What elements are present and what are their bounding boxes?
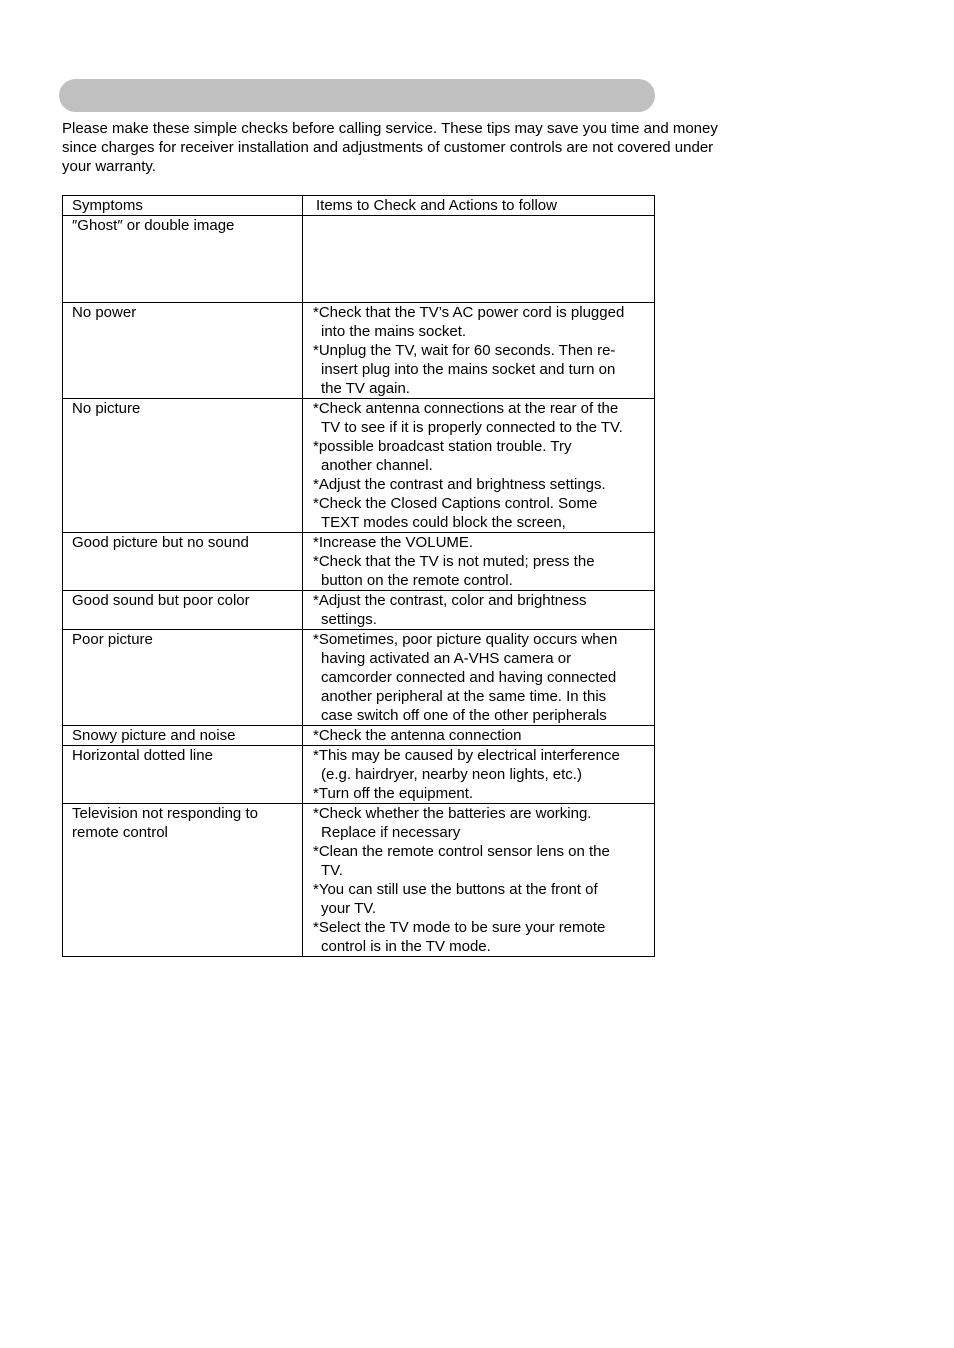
action-line: *Adjust the contrast and brightness settings. <box>313 476 606 493</box>
symptom-text: Poor picture <box>72 631 153 648</box>
symptom-cell <box>63 591 303 630</box>
table-row <box>63 726 655 746</box>
symptom-text: No picture <box>72 400 141 417</box>
symptom-text: ″Ghost″ or double image <box>72 217 235 234</box>
action-line: TV. <box>321 862 343 879</box>
action-line: settings. <box>321 611 377 628</box>
table-row <box>63 216 655 303</box>
section-title-bar <box>59 79 655 112</box>
actions-cell <box>303 591 655 630</box>
table-header-row <box>63 196 655 216</box>
action-line: *Increase the VOLUME. <box>313 534 474 551</box>
table-row <box>63 399 655 533</box>
action-line: another channel. <box>321 457 433 474</box>
symptom-text: Television not responding to <box>72 805 258 822</box>
table-row <box>63 533 655 591</box>
symptom-cell <box>63 216 303 303</box>
symptom-cell <box>63 804 303 957</box>
table-row <box>63 804 655 957</box>
symptom-cell <box>63 630 303 726</box>
table-row <box>63 591 655 630</box>
action-line: camcorder connected and having connected <box>321 669 617 686</box>
action-line: *Unplug the TV, wait for 60 seconds. Then re- <box>313 342 616 359</box>
header-symptoms-label: Symptoms <box>72 197 143 214</box>
header-actions-label: Items to Check and Actions to follow <box>316 197 557 214</box>
actions-cell <box>303 804 655 957</box>
action-line: control is in the TV mode. <box>321 938 491 955</box>
header-actions <box>303 196 655 216</box>
action-line: *Adjust the contrast, color and brightness <box>313 592 587 609</box>
action-line: into the mains socket. <box>321 323 467 340</box>
action-line: *Sometimes, poor picture quality occurs when <box>313 631 618 648</box>
actions-cell <box>303 303 655 399</box>
action-line: insert plug into the mains socket and turn on <box>321 361 616 378</box>
symptom-text: Horizontal dotted line <box>72 747 213 764</box>
actions-cell <box>303 726 655 746</box>
symptom-text: No power <box>72 304 137 321</box>
intro-line: since charges for receiver installation and adjustments of customer controls are not covered under <box>62 139 714 156</box>
action-line: the TV again. <box>321 380 410 397</box>
symptom-text: Good picture but no sound <box>72 534 249 551</box>
table-row <box>63 303 655 399</box>
action-line: *Check that the TV’s AC power cord is plugged <box>313 304 625 321</box>
action-line: having activated an A-VHS camera or <box>321 650 572 667</box>
action-line: *This may be caused by electrical interference <box>313 747 620 764</box>
action-line: *possible broadcast station trouble. Try <box>313 438 572 455</box>
header-symptoms <box>63 196 303 216</box>
actions-cell <box>303 216 655 303</box>
actions-cell <box>303 630 655 726</box>
symptom-cell <box>63 746 303 804</box>
action-line: case switch off one of the other peripherals <box>321 707 607 724</box>
action-line: TEXT modes could block the screen, <box>321 514 566 531</box>
action-line: TV to see if it is properly connected to the TV. <box>321 419 623 436</box>
action-line: another peripheral at the same time. In this <box>321 688 607 705</box>
intro-line: your warranty. <box>62 158 156 175</box>
action-line: *Check antenna connections at the rear of the <box>313 400 619 417</box>
intro-paragraph <box>62 119 802 176</box>
action-line: *Check the antenna connection <box>313 727 522 744</box>
actions-cell <box>303 399 655 533</box>
actions-cell <box>303 533 655 591</box>
action-line: button on the remote control. <box>321 572 513 589</box>
symptom-text: remote control <box>72 824 168 841</box>
action-line: *Turn off the equipment. <box>313 785 474 802</box>
action-line: *Clean the remote control sensor lens on the <box>313 843 610 860</box>
action-line: Replace if necessary <box>321 824 461 841</box>
action-line: *You can still use the buttons at the front of <box>313 881 598 898</box>
action-line: *Check that the TV is not muted; press the <box>313 553 595 570</box>
action-line: *Check the Closed Captions control. Some <box>313 495 598 512</box>
table-row <box>63 630 655 726</box>
symptom-text: Snowy picture and noise <box>72 727 236 744</box>
actions-cell <box>303 746 655 804</box>
action-line: *Select the TV mode to be sure your remote <box>313 919 606 936</box>
troubleshooting-table <box>62 195 655 957</box>
symptom-cell <box>63 303 303 399</box>
symptom-cell <box>63 399 303 533</box>
action-line: (e.g. hairdryer, nearby neon lights, etc.) <box>321 766 582 783</box>
symptom-cell <box>63 726 303 746</box>
table-row <box>63 746 655 804</box>
symptom-text: Good sound but poor color <box>72 592 250 609</box>
intro-line: Please make these simple checks before calling service. These tips may save you time and money <box>62 120 718 137</box>
action-line: your TV. <box>321 900 377 917</box>
action-line: *Check whether the batteries are working. <box>313 805 592 822</box>
symptom-cell <box>63 533 303 591</box>
